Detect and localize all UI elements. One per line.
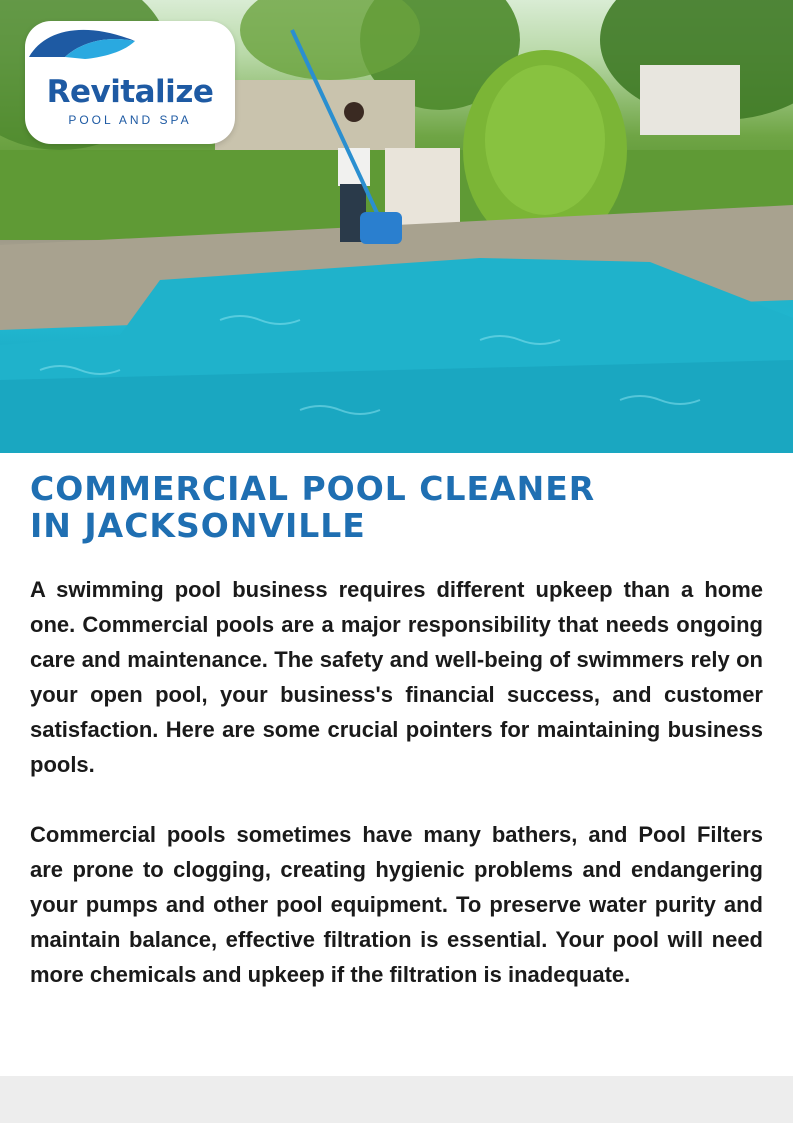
logo-subtitle: POOL AND SPA: [68, 113, 192, 127]
title-line-1: COMMERCIAL POOL CLEANER: [30, 469, 596, 508]
title-line-2: IN JACKSONVILLE: [30, 506, 366, 545]
paragraph-filtration: Commercial pools sometimes have many bathers, and Pool Filters are prone to clogging, creating hygienic problems and endangering your pumps and other pool equipment. To preserve water purity and maintain balance, effective filtration is essential. Your pool will need more chemicals and upkeep if the filtration is inadequate.: [30, 822, 763, 987]
wave-icon: [25, 21, 139, 63]
logo-title: Revitalize: [46, 74, 214, 110]
hero-image: [0, 0, 793, 453]
page-title: [30, 470, 770, 544]
footer-band: [0, 1076, 793, 1123]
logo: [25, 21, 235, 144]
paragraph-intro: A swimming pool business requires different upkeep than a home one. Commercial pools are a major responsibility that needs ongoing care and maintenance. The safety and well-being of swimmers rely on your open pool, your business's financial success, and customer satisfaction. Here are some crucial pointers for maintaining business pools.: [30, 577, 763, 777]
